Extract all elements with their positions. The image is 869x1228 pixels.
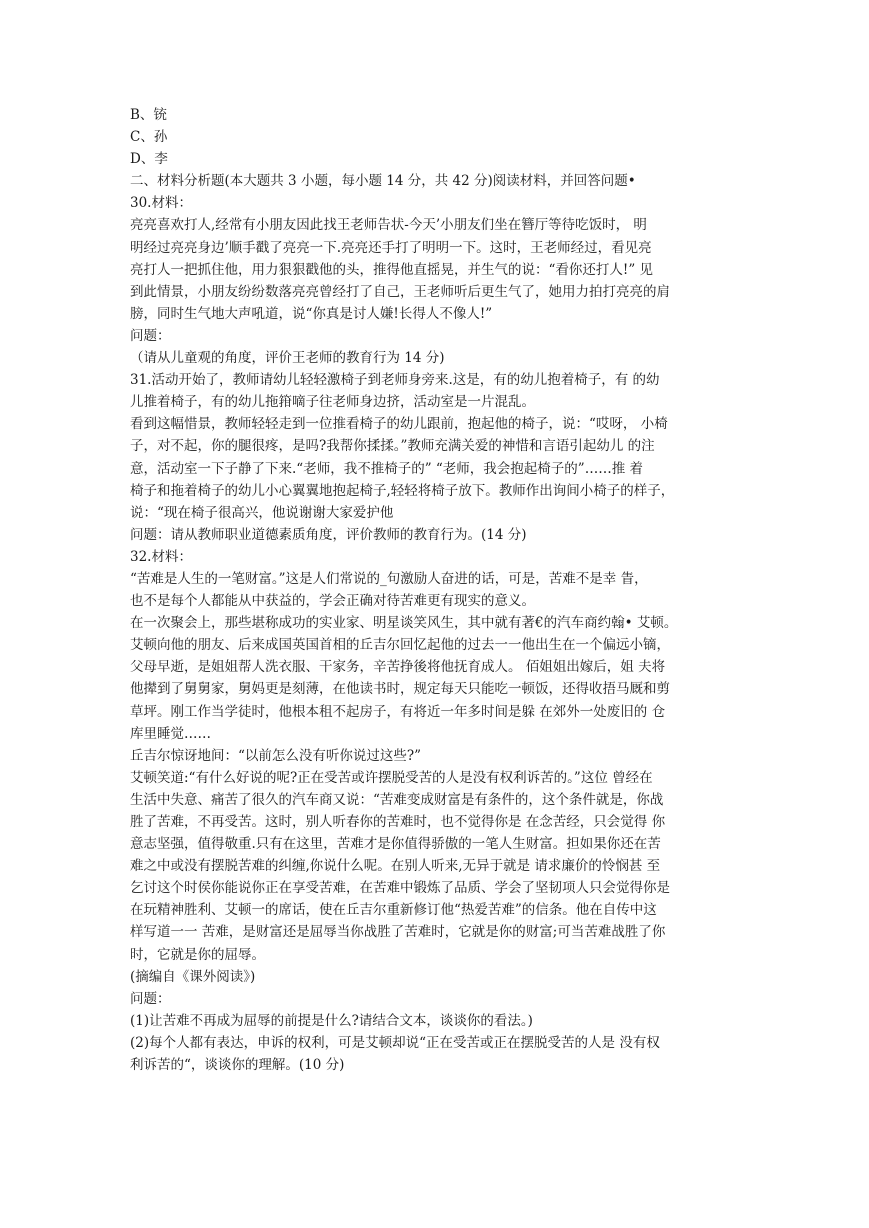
text-line: 说：“现在椅子很高兴，他说谢谢大家爱护他 — [130, 504, 394, 521]
text-line: 利诉苦的“，谈谈你的理解。(10 分) — [130, 1057, 345, 1074]
text-line: 艾顿向他的朋友、后来成国英国首相的丘吉尔回忆起他的过去一一他出生在一个偏远小镝， — [130, 637, 670, 654]
text-line: D、李 — [130, 151, 168, 168]
text-line: (2)每个人都有表达，申诉的权利，可是艾顿却说“正在受苦或正在摆脱受苦的人是 没有权 — [130, 1034, 660, 1051]
text-line: 丘吉尔惊讶地间：“以前怎么没有听你说过这些?” — [130, 747, 422, 764]
text-line: 明经过亮亮身边’顺手戳了亮亮一下.亮亮还手打了明明一下。这时，王老师经过，看见亮 — [130, 239, 652, 256]
text-line: 乞讨这个时侯你能说你正在享受苦难，在苦难中锻炼了品质、学会了坚韧项人只会觉得你是 — [130, 880, 670, 897]
text-line: 30.材料： — [130, 195, 192, 212]
text-line: 草坪。刚工作当学徒时，他根本租不起房子，有将近一年多时间是躲 在郊外一处废旧的 仓 — [130, 703, 666, 720]
text-line: 艾顿笑道:“有什么好说的呢?正在受苦或许摆脱受苦的人是没有权利诉苦的。”这位 曾经在 — [130, 769, 653, 786]
text-line: C、孙 — [130, 129, 168, 146]
text-line: 父母早逝，是姐姐帮人洗衣服、干家务，辛苦挣後将他抚育成人。 佰姐姐出嫁后，姐 夫将 — [130, 659, 666, 676]
text-line: (摘编自《课外阅读》) — [130, 968, 256, 985]
text-line: 也不是每个人都能从中获益的，学会正确对待苦难更有现实的意义。 — [130, 593, 535, 610]
text-line: 问题： — [130, 327, 171, 344]
text-line: （请从儿童观的角度，评价王老师的教育行为 14 分) — [130, 350, 445, 367]
text-line: 32.材料： — [130, 548, 192, 565]
document-page — [130, 104, 742, 1076]
text-line: 难之中或没有摆脱苦难的纠缠,你说什么呢。在别人听来,无异于就是 请求廉价的怜悯甚 至 — [130, 858, 661, 875]
text-line: 31.活动开始了，教师请幼儿轻轻激椅子到老师身旁来.这是，有的幼儿抱着椅子，有 的幼 — [130, 372, 660, 389]
text-line: 二、材料分析题(本大题共 3 小题，每小题 14 分，共 42 分)阅读材料，并回答问题• — [130, 173, 636, 190]
text-line: 他撵到了舅舅家，舅妈更是刻薄，在他读书时，规定每天只能吃一顿饭，还得收捂马厩和剪 — [130, 681, 670, 698]
text-line: 意志坚强，值得敬重.只有在这里，苦难才是你值得骄傲的一笔人生财富。担如果你还在苦 — [130, 836, 661, 853]
text-line: 样写道一一 苦难，是财富还是屈辱当你战胜了苦难时，它就是你的财富;可当苦难战胜了你 — [130, 924, 666, 941]
text-line: 问题：请从教师职业道德素质角度，评价教师的教育行为。(14 分) — [130, 526, 527, 543]
text-line: 子，对不起，你的腿很疼，是吗?我帮你揉揉。”教师充满关爱的神惜和言语引起幼儿 的注 — [130, 438, 655, 455]
text-line: 意，活动室一下子静了下来.“老师，我不推椅子的” “老师，我会抱起椅子的”……推 着 — [130, 460, 643, 477]
text-line: 胜了苦难，不再受苦。这时，别人听春你的苦难时，也不觉得你是 在念苦经，只会觉得 你 — [130, 814, 666, 830]
text-line: 库里睡觉…… — [130, 725, 211, 742]
text-line: (1)让苦难不再成为屈辱的前提是什么?请结合文本，谈谈你的看法。) — [130, 1012, 533, 1029]
text-line: 椅子和拖着椅子的幼儿小心翼翼地抱起椅子,轻轻将椅子放下。教师作出询间小椅子的样子， — [130, 482, 675, 499]
text-line: “苦难是人生的一笔财富。”这是人们常说的_句激励人奋进的话，可是，苦难不是幸 眚， — [130, 570, 648, 587]
text-line: 在一次聚会上，那些堪称成功的实业家、明星谈笑风生，其中就有著€的汽车商约翰• 艾顿。 — [130, 615, 678, 632]
text-line: 亮打人一把抓住他，用力狠狠戳他的头，推得他直摇晃，并生气的说：“看你还打人!” 见 — [130, 261, 654, 278]
text-line: 儿推着椅子，有的幼儿拖箝嘀子往老师身边挤，活动室是一片混乱。 — [130, 394, 535, 411]
text-line: 时，它就是你的屈辱。 — [130, 946, 265, 963]
text-line: 在玩精神胜利、艾顿一的席话，使在丘吉尔重新修订他“热爱苦难”的信条。他在自传中这 — [130, 902, 657, 919]
text-line: 生活中失意、痛苦了很久的汽车商又说：“苦难变成财富是有条件的，这个条件就是，你战 — [130, 791, 664, 808]
text-line: 膀，同时生气地大声吼道，说“你真是讨人嫌!长得人不像人!” — [130, 305, 493, 322]
text-line: 到此情景，小朋友纷纷数落亮亮曾经打了自己，王老师听后更生气了，她用力拍打亮亮的肩 — [130, 283, 670, 300]
text-line: 问题： — [130, 990, 171, 1007]
text-line: 看到这幅惜景，教师轻轻走到一位推看椅子的幼儿跟前，抱起他的椅子，说：“哎呀， 小椅 — [130, 416, 668, 433]
text-line: 亮亮喜欢打人,经常有小朋友因此找王老师告状-今天’小朋友们坐在簪厅等待吃饭时， 明 — [130, 217, 647, 234]
text-line: B、铳 — [130, 107, 167, 123]
